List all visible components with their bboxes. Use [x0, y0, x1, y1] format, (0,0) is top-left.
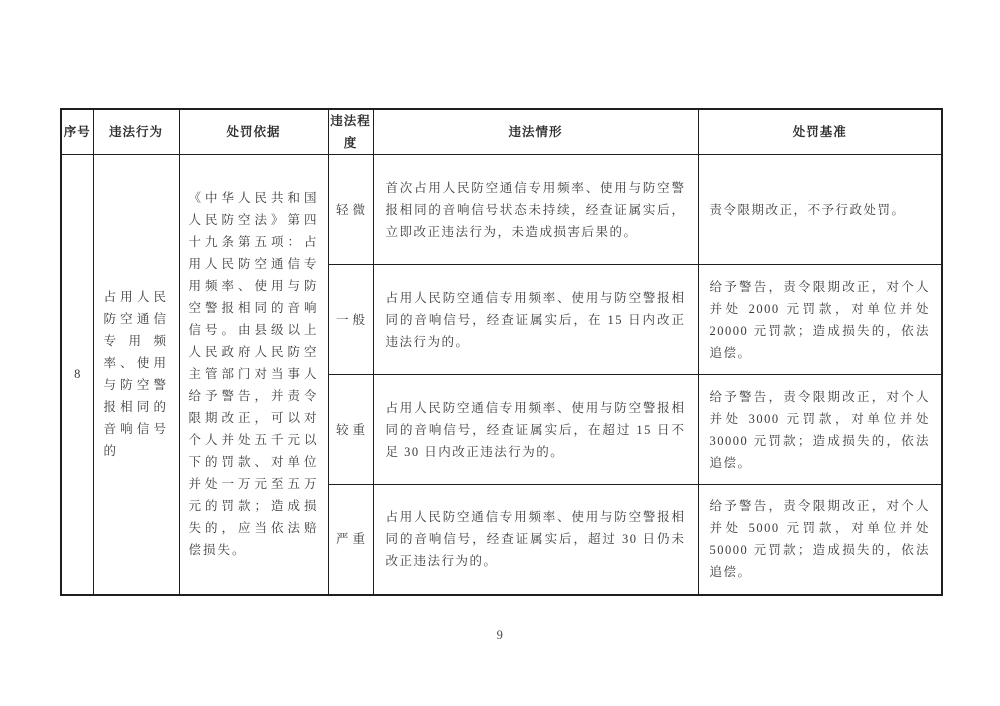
- cell-penalty-standard: 责令限期改正，不予行政处罚。: [698, 155, 942, 265]
- cell-circumstance: 占用人民防空通信专用频率、使用与防空警报相同的音响信号，经查证属实后，在 15 日内改正违法行为的。: [373, 265, 698, 375]
- cell-penalty-standard: 给予警告，责令限期改正，对个人并处 2000 元罚款，对单位并处 20000 元罚款；造成损失的，依法追偿。: [698, 265, 942, 375]
- header-penalty: 处罚基准: [698, 109, 942, 155]
- page-number: 9: [496, 628, 504, 642]
- header-violation: 违法行为: [93, 109, 179, 155]
- cell-penalty-basis: 《中华人民共和国人民防空法》第四十九条第五项：占用人民防空通信专用频率、使用与防空警报相同的音响信号。由县级以上人民政府人民防空主管部门对当事人给予警告，并责令限期改正，可以对个人并处五千元以下的罚款、对单位并处一万元至五万元的罚款；造成损失的，应当依法赔偿损失。: [179, 155, 328, 595]
- penalty-table: [60, 108, 943, 596]
- table-row-minor: [61, 155, 942, 265]
- cell-degree: 轻微: [328, 155, 373, 265]
- table-header-row: [61, 109, 942, 155]
- cell-degree: 一般: [328, 265, 373, 375]
- cell-violation-act: 占用人民防空通信专用频率、使用与防空警报相同的音响信号的: [93, 155, 179, 595]
- cell-penalty-standard: 给予警告，责令限期改正，对个人并处 5000 元罚款，对单位并处 50000 元罚款；造成损失的，依法追偿。: [698, 485, 942, 595]
- header-basis: 处罚依据: [179, 109, 328, 155]
- cell-penalty-standard: 给予警告，责令限期改正，对个人并处 3000 元罚款，对单位并处 30000 元罚款；造成损失的，依法追偿。: [698, 375, 942, 485]
- cell-circumstance: 占用人民防空通信专用频率、使用与防空警报相同的音响信号，经查证属实后，在超过 15 日不足 30 日内改正违法行为的。: [373, 375, 698, 485]
- cell-degree: 严重: [328, 485, 373, 595]
- cell-circumstance: 首次占用人民防空通信专用频率、使用与防空警报相同的音响信号状态未持续，经查证属实后，立即改正违法行为，未造成损害后果的。: [373, 155, 698, 265]
- cell-sequence-number: 8: [61, 155, 93, 595]
- cell-circumstance: 占用人民防空通信专用频率、使用与防空警报相同的音响信号，经查证属实后，超过 30 日仍未改正违法行为的。: [373, 485, 698, 595]
- header-degree: 违法程度: [328, 109, 373, 155]
- header-index: 序号: [61, 109, 93, 155]
- cell-degree: 较重: [328, 375, 373, 485]
- header-circumstance: 违法情形: [373, 109, 698, 155]
